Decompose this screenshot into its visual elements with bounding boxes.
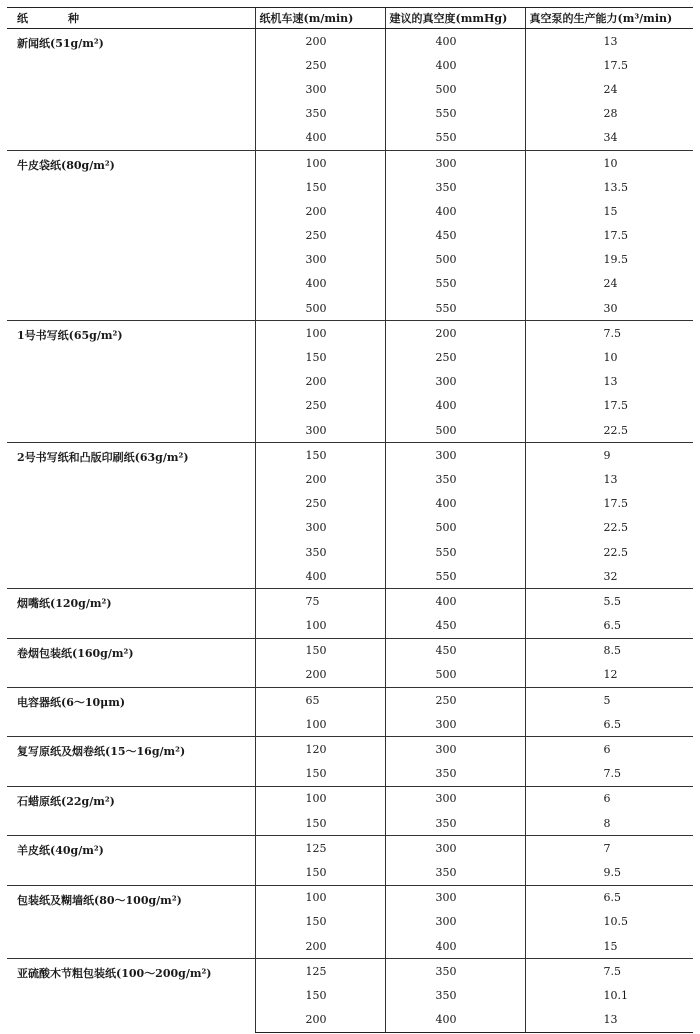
- capacity-cell: 8: [525, 811, 693, 836]
- vacuum-cell: 350: [385, 175, 525, 199]
- speed-cell: 300: [255, 516, 385, 540]
- speed-cell: 300: [255, 77, 385, 101]
- capacity-cell: 13.5: [525, 175, 693, 199]
- vacuum-cell: 400: [385, 29, 525, 54]
- table-row: [7, 443, 693, 468]
- table-row: [7, 737, 693, 762]
- vacuum-cell: 400: [385, 492, 525, 516]
- speed-cell: 125: [255, 836, 385, 861]
- capacity-cell: 6.5: [525, 712, 693, 737]
- capacity-cell: 5.5: [525, 589, 693, 614]
- capacity-cell: 7.5: [525, 959, 693, 984]
- vacuum-cell: 400: [385, 394, 525, 418]
- capacity-cell: 10.5: [525, 910, 693, 934]
- header-paper-type-first: 纸: [17, 12, 28, 25]
- capacity-cell: 6.5: [525, 614, 693, 639]
- capacity-cell: 10.1: [525, 983, 693, 1007]
- vacuum-cell: 350: [385, 983, 525, 1007]
- vacuum-cell: 400: [385, 1008, 525, 1033]
- paper-type-cell: 羊皮纸(40g/m²): [7, 836, 255, 885]
- speed-cell: 200: [255, 467, 385, 491]
- table-row: [7, 786, 693, 811]
- capacity-cell: 12: [525, 663, 693, 688]
- speed-cell: 400: [255, 564, 385, 589]
- vacuum-cell: 500: [385, 516, 525, 540]
- table-row: [7, 836, 693, 861]
- speed-cell: 200: [255, 934, 385, 959]
- capacity-cell: 6: [525, 786, 693, 811]
- paper-type-cell: 电容器纸(6～10μm): [7, 688, 255, 737]
- speed-cell: 300: [255, 248, 385, 272]
- capacity-cell: 34: [525, 126, 693, 151]
- paper-type-cell: 石蜡原纸(22g/m²): [7, 786, 255, 835]
- speed-cell: 150: [255, 860, 385, 885]
- speed-cell: 150: [255, 983, 385, 1007]
- capacity-cell: 22.5: [525, 418, 693, 443]
- capacity-cell: 10: [525, 345, 693, 369]
- table-header-row: [7, 8, 693, 29]
- speed-cell: 400: [255, 272, 385, 296]
- paper-type-cell: 2号书写纸和凸版印刷纸(63g/m²): [7, 443, 255, 589]
- vacuum-cell: 350: [385, 811, 525, 836]
- vacuum-cell: 300: [385, 885, 525, 910]
- vacuum-cell: 500: [385, 663, 525, 688]
- capacity-cell: 24: [525, 272, 693, 296]
- speed-cell: 100: [255, 321, 385, 346]
- table-row: [7, 688, 693, 713]
- paper-type-cell: 亚硫酸木节粗包装纸(100～200g/m²): [7, 959, 255, 1033]
- capacity-cell: 6.5: [525, 885, 693, 910]
- vacuum-cell: 300: [385, 786, 525, 811]
- table-row: [7, 885, 693, 910]
- speed-cell: 150: [255, 638, 385, 663]
- capacity-cell: 13: [525, 467, 693, 491]
- capacity-cell: 22.5: [525, 540, 693, 564]
- capacity-cell: 19.5: [525, 248, 693, 272]
- vacuum-cell: 250: [385, 345, 525, 369]
- vacuum-cell: 300: [385, 443, 525, 468]
- vacuum-cell: 550: [385, 564, 525, 589]
- capacity-cell: 13: [525, 29, 693, 54]
- table-row: [7, 150, 693, 175]
- paper-type-cell: 卷烟包装纸(160g/m²): [7, 638, 255, 687]
- speed-cell: 350: [255, 540, 385, 564]
- speed-cell: 250: [255, 53, 385, 77]
- vacuum-cell: 450: [385, 224, 525, 248]
- capacity-cell: 13: [525, 370, 693, 394]
- speed-cell: 100: [255, 786, 385, 811]
- capacity-cell: 24: [525, 77, 693, 101]
- paper-type-cell: 包装纸及糊墙纸(80～100g/m²): [7, 885, 255, 959]
- capacity-cell: 13: [525, 1008, 693, 1033]
- capacity-cell: 9: [525, 443, 693, 468]
- vacuum-cell: 300: [385, 836, 525, 861]
- capacity-cell: 17.5: [525, 53, 693, 77]
- vacuum-cell: 250: [385, 688, 525, 713]
- vacuum-cell: 300: [385, 737, 525, 762]
- speed-cell: 500: [255, 296, 385, 321]
- paper-type-cell: 1号书写纸(65g/m²): [7, 321, 255, 443]
- capacity-cell: 6: [525, 737, 693, 762]
- speed-cell: 200: [255, 370, 385, 394]
- header-paper-type-second: 种: [68, 12, 79, 25]
- capacity-cell: 5: [525, 688, 693, 713]
- paper-type-cell: 牛皮袋纸(80g/m²): [7, 150, 255, 320]
- speed-cell: 200: [255, 199, 385, 223]
- speed-cell: 65: [255, 688, 385, 713]
- header-paper-type: [7, 8, 255, 29]
- capacity-cell: 22.5: [525, 516, 693, 540]
- vacuum-cell: 500: [385, 248, 525, 272]
- capacity-cell: 17.5: [525, 394, 693, 418]
- capacity-cell: 7: [525, 836, 693, 861]
- capacity-cell: 32: [525, 564, 693, 589]
- vacuum-cell: 550: [385, 296, 525, 321]
- vacuum-pump-table: [7, 7, 693, 1033]
- vacuum-cell: 300: [385, 712, 525, 737]
- speed-cell: 200: [255, 1008, 385, 1033]
- vacuum-cell: 550: [385, 126, 525, 151]
- speed-cell: 100: [255, 150, 385, 175]
- header-vacuum: 建议的真空度(mmHg): [385, 8, 525, 29]
- paper-type-cell: 复写原纸及烟卷纸(15～16g/m²): [7, 737, 255, 786]
- speed-cell: 400: [255, 126, 385, 151]
- speed-cell: 75: [255, 589, 385, 614]
- speed-cell: 100: [255, 885, 385, 910]
- speed-cell: 350: [255, 102, 385, 126]
- vacuum-cell: 350: [385, 467, 525, 491]
- speed-cell: 125: [255, 959, 385, 984]
- speed-cell: 250: [255, 224, 385, 248]
- speed-cell: 250: [255, 394, 385, 418]
- header-speed: 纸机车速(m/min): [255, 8, 385, 29]
- capacity-cell: 15: [525, 934, 693, 959]
- speed-cell: 300: [255, 418, 385, 443]
- speed-cell: 150: [255, 910, 385, 934]
- capacity-cell: 8.5: [525, 638, 693, 663]
- speed-cell: 100: [255, 712, 385, 737]
- vacuum-cell: 350: [385, 860, 525, 885]
- paper-type-cell: 新闻纸(51g/m²): [7, 29, 255, 151]
- vacuum-cell: 400: [385, 934, 525, 959]
- vacuum-cell: 400: [385, 589, 525, 614]
- vacuum-cell: 350: [385, 959, 525, 984]
- table-body: [7, 29, 693, 1033]
- vacuum-cell: 550: [385, 272, 525, 296]
- vacuum-cell: 500: [385, 77, 525, 101]
- speed-cell: 200: [255, 663, 385, 688]
- vacuum-cell: 300: [385, 150, 525, 175]
- speed-cell: 200: [255, 29, 385, 54]
- speed-cell: 150: [255, 811, 385, 836]
- speed-cell: 250: [255, 492, 385, 516]
- speed-cell: 150: [255, 175, 385, 199]
- capacity-cell: 28: [525, 102, 693, 126]
- table-row: [7, 589, 693, 614]
- vacuum-cell: 400: [385, 53, 525, 77]
- vacuum-cell: 400: [385, 199, 525, 223]
- capacity-cell: 17.5: [525, 224, 693, 248]
- vacuum-cell: 500: [385, 418, 525, 443]
- vacuum-cell: 200: [385, 321, 525, 346]
- paper-type-cell: 烟嘴纸(120g/m²): [7, 589, 255, 638]
- vacuum-cell: 550: [385, 540, 525, 564]
- speed-cell: 150: [255, 345, 385, 369]
- capacity-cell: 7.5: [525, 762, 693, 787]
- speed-cell: 120: [255, 737, 385, 762]
- vacuum-cell: 450: [385, 614, 525, 639]
- capacity-cell: 30: [525, 296, 693, 321]
- capacity-cell: 17.5: [525, 492, 693, 516]
- vacuum-pump-table-page: [7, 7, 693, 1033]
- table-row: [7, 959, 693, 984]
- table-row: [7, 638, 693, 663]
- capacity-cell: 9.5: [525, 860, 693, 885]
- vacuum-cell: 300: [385, 910, 525, 934]
- vacuum-cell: 450: [385, 638, 525, 663]
- vacuum-cell: 300: [385, 370, 525, 394]
- header-capacity: 真空泵的生产能力(m³/min): [525, 8, 693, 29]
- speed-cell: 150: [255, 443, 385, 468]
- capacity-cell: 7.5: [525, 321, 693, 346]
- vacuum-cell: 550: [385, 102, 525, 126]
- table-row: [7, 321, 693, 346]
- speed-cell: 150: [255, 762, 385, 787]
- vacuum-cell: 350: [385, 762, 525, 787]
- capacity-cell: 10: [525, 150, 693, 175]
- capacity-cell: 15: [525, 199, 693, 223]
- table-row: [7, 29, 693, 54]
- speed-cell: 100: [255, 614, 385, 639]
